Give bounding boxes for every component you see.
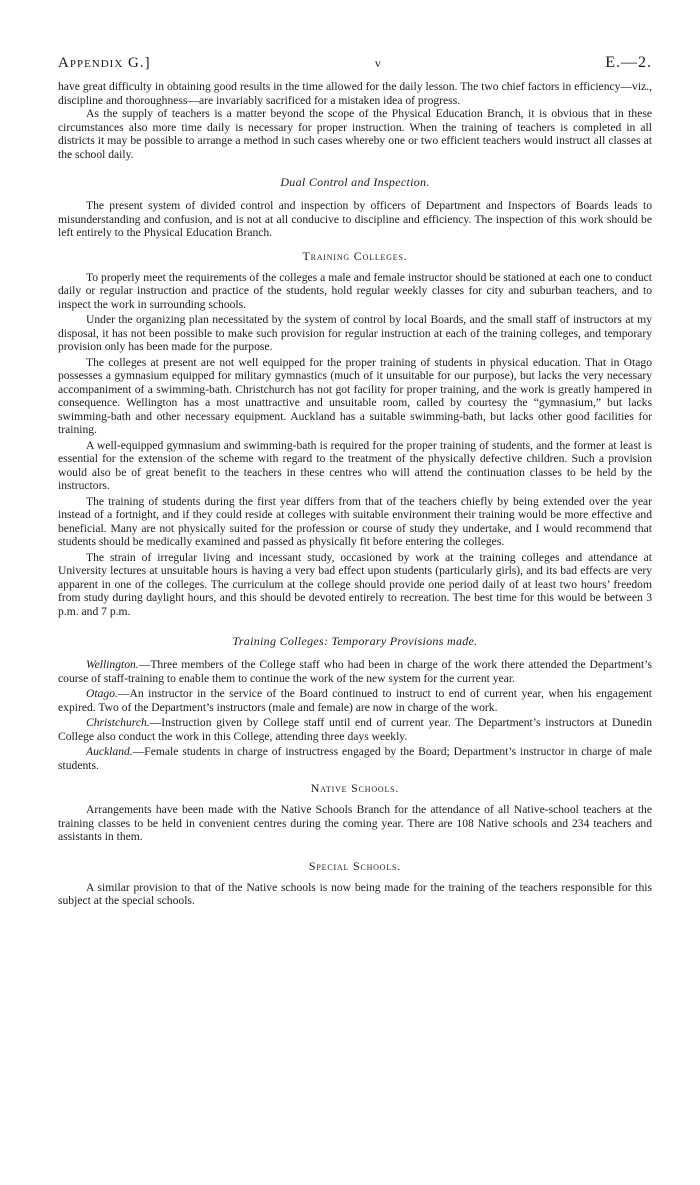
header-page-number: v: [374, 56, 381, 70]
paragraph: The training of students during the first year differs from that of the teachers chiefly by being extended over the year instead of a fortnight, and if they could reside at colleges with suitable environment their training would be more effective and beneficial. Many are not physically suited for the profession or course of study they undertake, and I would recommend that students should be medically examined and passed as physically fit before entering the colleges.: [58, 494, 652, 548]
page-header: [58, 54, 652, 74]
paragraph: The present system of divided control and inspection by officers of Department and Inspectors of Boards leads to misunderstanding and confusion, and is not at all conducive to discipline and efficiency. The inspection of this work should be left entirely to the Physical Education Branch.: [58, 199, 652, 239]
paragraph: The strain of irregular living and incessant study, occasioned by work at the training colleges and attendance at University lectures at unsuitable hours is having a very bad effect upon students (particularly girls), and its bad effects are very apparent in one of the colleges. The curriculum at the college should provide one period daily of at least two hours’ freedom from study during daylight hours, and this should be devoted entirely to recreation. The best time for this would be between 3 p.m. and 7 p.m.: [58, 550, 652, 618]
paragraph-text: —Three members of the College staff who had been in charge of the work there attended the Department’s course of staff-training to enable them to continue the work of the new system for the current year.: [58, 658, 652, 685]
paragraph-text: —Instruction given by College staff until end of current year. The Department’s instructors at Dunedin College also conduct the work in this College, attending three days weekly.: [58, 716, 652, 743]
section-heading-temporary-provisions: Training Colleges: Temporary Provisions made.: [232, 634, 478, 648]
paragraph: As the supply of teachers is a matter beyond the scope of the Physical Education Branch, it is obvious that in these circumstances also more time daily is necessary for proper instruction. When the training of teachers is completed in all districts it may be possible to arrange a method in such cases whereby one or two efficient teachers would instruct all classes at the school daily.: [58, 107, 652, 161]
paragraph-wellington: [58, 658, 652, 685]
header-appendix: Appendix G.]: [58, 55, 151, 71]
paragraph: To properly meet the requirements of the colleges a male and female instructor should be stationed at each one to conduct daily or regular instruction and practice of the students, hold regular weekly classes for city and suburban teachers, and to inspect the work in surrounding schools.: [58, 270, 652, 311]
place-name: Auckland.: [86, 745, 133, 758]
paragraph-text: —An instructor in the service of the Board continued to instruct to end of current year, when his engagement expired. Two of the Department’s instructors (male and female) are now in charge of the work.: [58, 687, 652, 714]
document-page: [58, 54, 652, 908]
place-name: Christchurch.: [86, 716, 150, 729]
paragraph: have great difficulty in obtaining good results in the time allowed for the daily lesson. The two chief factors in efficiency—viz., discipline and thoroughness—are invariably sacrificed for a mistaken idea of progress.: [58, 80, 652, 107]
paragraph: Arrangements have been made with the Native Schools Branch for the attendance of all Native-school teachers at the training classes to be held in convenient centres during the coming year. There are 108 Native schools and 234 teachers and assistants in them.: [58, 803, 652, 843]
paragraph: A well-equipped gymnasium and swimming-bath is required for the proper training of students, and the former at least is essential for the extension of the scheme with regard to the treatment of the physically defective children. Such a provision would also be of great benefit to the teachers in these centres who will attend the continuation classes to be held by the instructors.: [58, 438, 652, 492]
paragraph: Under the organizing plan necessitated by the system of control by local Boards, and the small staff of instructors at my disposal, it has not been possible to make such provision for regular instruction at each of the training colleges, and temporary provision only has been made for the purpose.: [58, 313, 652, 353]
paragraph-auckland: [58, 745, 652, 772]
header-reference: E.—2.: [605, 54, 652, 71]
section-heading-special-schools: Special Schools.: [308, 858, 402, 873]
paragraph-christchurch: [58, 716, 652, 743]
paragraph: The colleges at present are not well equipped for the proper training of students in physical education. That in Otago possesses a gymnasium equipped for military gymnastics (much of it unsuitable for our purpose), but lacks the very necessary accompaniment of a swimming-bath. Christchurch has not got facility for proper training, and the work is greatly hampered in consequence. Wellington has a most unattractive and unsuitable room, called by courtesy the “gymnasium,” but lacks swimming-bath and other necessary equipment. Auckland has a suitable swimming-bath, but lacks other good facilities for training.: [58, 355, 652, 436]
paragraph-text: —Female students in charge of instructress engaged by the Board; Department’s instructor in charge of male students.: [58, 745, 652, 772]
section-heading-training-colleges: Training Colleges.: [302, 248, 408, 263]
paragraph-otago: [58, 687, 652, 714]
place-name: Wellington.: [86, 658, 139, 671]
section-heading-dual-control: Dual Control and Inspection.: [280, 175, 430, 189]
place-name: Otago.: [86, 687, 118, 700]
section-heading-native-schools: Native Schools.: [310, 781, 400, 795]
paragraph: A similar provision to that of the Native schools is now being made for the training of the teachers responsible for this subject at the special schools.: [58, 880, 652, 907]
